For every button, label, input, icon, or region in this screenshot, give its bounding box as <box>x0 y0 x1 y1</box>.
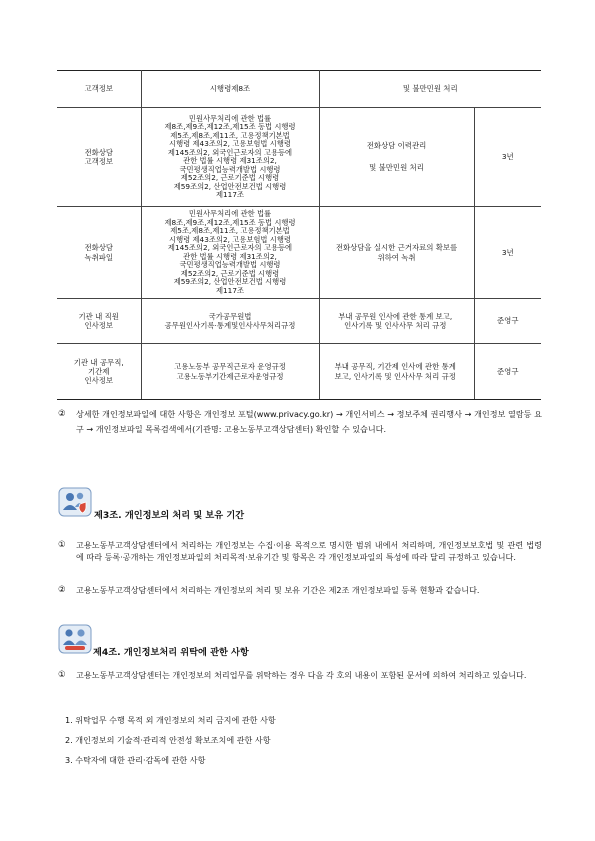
paragraph-text: 상세한 개인정보파일에 대한 사항은 개인정보 포털(www.privacy.go.kr) → 개인서비스 → 정보주체 권리행사 → 개인정보 열람등 요구 → 개인정보파일 목록검색에서(기관명: 고용노동부고객상담센터) 확인할 수 있습니다. <box>76 409 542 434</box>
list-item: 3. 수탁자에 대한 관리·감독에 관한 사항 <box>65 755 206 765</box>
cell-line: 제8조,제9조,제12조,제15조 동법 시행령 <box>164 217 296 227</box>
law-cell <box>141 207 319 299</box>
category-cell <box>57 344 141 400</box>
paragraph-text: 고용노동부고객상담센터에서 처리하는 개인정보는 수집·이용 목적으로 명시한 범위 내에서 처리하며, 개인정보보호법 및 관련 법령에 따라 등록·공개하는 개인정보파일의 처리목적·보유기간 및 항목은 각 개인정보파일의 특성에 따라 달리 규정하고 있습니다. <box>76 540 542 562</box>
circled-number: ② <box>58 585 66 595</box>
list-item: 2. 개인정보의 기술적·관리적 안전성 확보조치에 관한 사항 <box>65 735 271 745</box>
cell-line: 및 불만민원 처리 <box>369 163 424 172</box>
cell-line: 민원사무처리에 관한 법률 <box>188 209 272 218</box>
cell-line: 제145조의2, 외국인근로자의 고용등에 <box>167 243 293 252</box>
list-item: 1. 위탁업무 수행 목적 외 개인정보의 처리 금지에 관한 사항 <box>65 715 276 725</box>
cell-line: 민원사무처리에 관한 법률 <box>188 113 272 123</box>
cell-line: 제59조의2, 산업안전보건법 시행령 <box>173 181 287 191</box>
cell-line: 국민평생직업능력개발법 시행령 <box>179 164 281 174</box>
cell-line: 제117조 <box>215 285 245 295</box>
cell-line: 제5조,제8조,제11조, 고용정책기본법 <box>170 226 290 235</box>
cell-line: 시행령 제43조의2, 고용보험법 시행령 <box>169 139 291 148</box>
category-cell <box>57 299 141 344</box>
cell-line: 제52조의2, 근로기준법 시행령 <box>180 268 280 278</box>
purpose-cell <box>319 108 474 207</box>
cell-line: 보고, 인사기록 및 인사사무 처리 규정 <box>334 371 456 381</box>
law-cell <box>141 299 319 344</box>
purpose-cell <box>319 207 474 299</box>
cell-line: 관한 법률 시행령 제31조의2, <box>183 156 277 165</box>
cell-line: 기간제 <box>88 366 110 376</box>
cell-line: 인사정보 <box>84 376 114 386</box>
section4-paragraph-1 <box>58 668 542 683</box>
cell-line: 녹취파일 <box>84 252 114 262</box>
personal-info-file-table <box>57 70 541 400</box>
table-row <box>57 299 541 344</box>
cell-line: 고용노동부 공무직근로자 운영규정 <box>174 362 286 372</box>
people-shield-icon <box>58 487 92 517</box>
cell-line: 제117조 <box>215 190 245 199</box>
cell-line: 기관 내 직원 <box>78 311 119 321</box>
period-cell: 3년 <box>474 207 541 299</box>
cell-line: 국민평생직업능력개발법 시행령 <box>179 260 281 269</box>
law-cell <box>141 108 319 207</box>
cell-line: 관한 법률 시행령 제31조의2, <box>183 251 277 261</box>
cell-line: 전화상담을 실시한 근거자료의 확보를 <box>335 243 458 253</box>
table-cell: 고객정보 <box>57 71 141 108</box>
cell-line: 제8조,제9조,제12조,제15조 동법 시행령 <box>164 122 296 131</box>
period-cell: 준영구 <box>474 299 541 344</box>
circled-number: ② <box>58 409 66 419</box>
cell-line: 기관 내 공무직, <box>73 357 124 367</box>
delegation-items-list <box>65 710 276 770</box>
cell-line: 시행령 제43조의2, 고용보험법 시행령 <box>169 234 291 244</box>
table-row <box>57 207 541 299</box>
law-cell <box>141 344 319 400</box>
table-row <box>57 344 541 400</box>
cell-line: 부내 공무직, 기간제 인사에 관한 통계 <box>334 362 456 372</box>
category-cell <box>57 207 141 299</box>
period-cell: 3년 <box>474 108 541 207</box>
table-cell: 시행령제8조 <box>141 71 319 108</box>
category-cell <box>57 108 141 207</box>
cell-line: 전화상담 이력관리 <box>366 141 427 150</box>
purpose-cell <box>319 299 471 344</box>
period-cell: 준영구 <box>474 344 541 400</box>
table-row <box>57 71 541 108</box>
cell-line: 전화상담 <box>84 147 114 157</box>
cell-line: 국가공무원법 <box>208 311 252 321</box>
table-row <box>57 108 541 207</box>
cell-line: 인사정보 <box>84 321 114 330</box>
circled-number: ① <box>58 670 66 680</box>
table-cell: 및 불만민원 처리 <box>319 71 541 108</box>
cell-line: 고객정보 <box>84 157 114 166</box>
section3-paragraph-1 <box>58 540 542 563</box>
cell-line: 제5조,제8조,제11조, 고용정책기본법 <box>170 130 290 140</box>
people-handshake-icon <box>58 624 92 654</box>
cell-line: 제52조의2, 근로기준법 시행령 <box>180 173 280 182</box>
section3-paragraph-2 <box>58 583 542 598</box>
cell-line: 제59조의2, 산업안전보건법 시행령 <box>173 277 287 286</box>
section-title: 제3조. 개인정보의 처리 및 보유 기간 <box>94 510 245 521</box>
paragraph-text: 고용노동부고객상담센터에서 처리하는 개인정보의 처리 및 보유 기간은 제2조 개인정보파일 등록 현황과 같습니다. <box>76 585 480 595</box>
purpose-cell <box>319 344 471 400</box>
cell-line: 제145조의2, 외국인근로자의 고용등에 <box>167 147 293 157</box>
note-paragraph <box>58 407 542 437</box>
cell-line: 부내 공무원 인사에 관한 통계 보고, <box>338 311 453 321</box>
cell-line: 고용노동부기간제근로자운영규정 <box>176 371 284 381</box>
circled-number: ① <box>58 540 66 550</box>
cell-line: 위하여 녹취 <box>377 252 416 262</box>
paragraph-text: 고용노동부고객상담센터는 개인정보의 처리업무를 위탁하는 경우 다음 각 호의 내용이 포함된 문서에 의하여 처리하고 있습니다. <box>76 670 527 680</box>
section-title: 제4조. 개인정보처리 위탁에 관한 사항 <box>93 647 249 658</box>
cell-line: 공무원인사기록·통계및인사사무처리규정 <box>164 321 296 330</box>
cell-line: 인사기록 및 인사사무 처리 규정 <box>344 321 447 330</box>
cell-line: 전화상담 <box>84 243 114 253</box>
